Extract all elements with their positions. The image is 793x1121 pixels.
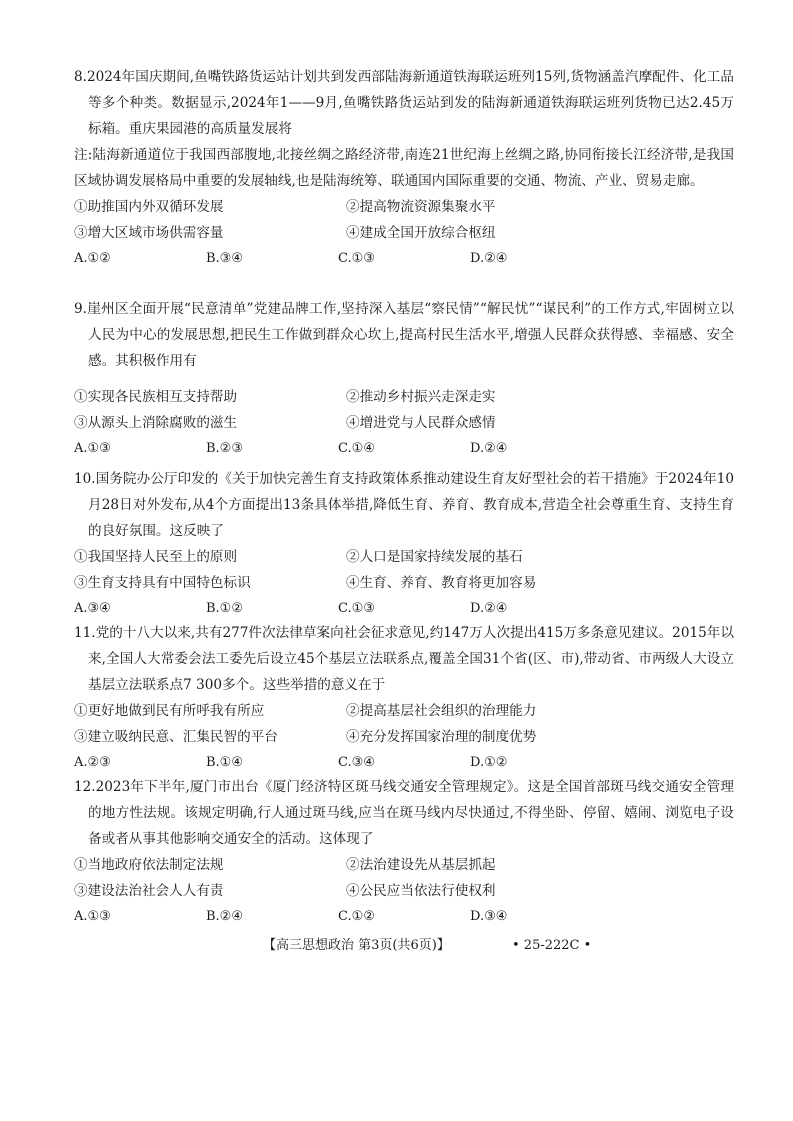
question-11-options [74,698,734,750]
question-8-answers [74,246,734,272]
question-9 [74,296,734,462]
question-11-stem: 11.党的十八大以来,共有277件次法律草案向社会征求意见,约147万人次提出415万多条意见建议。2015年以来,全国人大常委会法工委先后设立45个基层立法联系点,覆盖全国31个省(区、市),带动省、市两级人大设立基层立法联系点7 300多个。这些举措的意义在于 [74,625,734,693]
answer-a: A.②③ [74,755,111,770]
answer-d: D.②④ [470,251,508,266]
question-9-answers [74,436,734,462]
option-1: ①助推国内外双循环发展 [74,199,224,215]
answer-d: D.②④ [470,601,508,616]
answer-d: D.③④ [470,909,508,924]
option-2: ②提高物流资源集聚水平 [346,199,496,215]
answer-d: D.②④ [470,441,508,456]
answer-a: A.①③ [74,441,111,456]
answer-c: C.①② [338,909,375,924]
option-4: ④公民应当依法行使权利 [346,883,496,899]
option-1: ①我国坚持人民至上的原则 [74,549,238,565]
option-4: ④生育、养育、教育将更加容易 [346,575,537,591]
option-3: ③生育支持具有中国特色标识 [74,575,251,591]
option-4: ④建成全国开放综合枢纽 [346,225,496,241]
answer-c: C.③④ [338,755,375,770]
question-10 [74,466,734,622]
answer-d: D.①② [470,755,508,770]
footer-code: • 25-222C • [512,938,592,953]
option-2: ②提高基层社会组织的治理能力 [346,703,537,719]
question-9-options [74,384,734,436]
option-2: ②推动乡村振兴走深走实 [346,389,496,405]
footer-title: 【高三思想政治 第3页(共6页)】 [263,938,450,953]
question-12-options [74,852,734,904]
answer-b: B.②④ [206,909,243,924]
option-1: ①更好地做到民有所呼我有所应 [74,703,265,719]
question-8-options [74,194,734,246]
question-12-stem: 12.2023年下半年,厦门市出台《厦门经济特区斑马线交通安全管理规定》。这是全国首部斑马线交通安全管理的地方性法规。该规定明确,行人通过斑马线,应当在斑马线内尽快通过,不得坐卧、停留、嬉闹、浏览电子设备或者从事其他影响交通安全的活动。这体现了 [74,779,734,847]
option-2: ②法治建设先从基层抓起 [346,857,496,873]
question-11-answers [74,750,734,776]
question-12 [74,774,734,930]
option-3: ③增大区域市场供需容量 [74,225,224,241]
answer-c: C.①③ [338,251,375,266]
question-12-answers [74,904,734,930]
answer-a: A.①③ [74,909,111,924]
answer-a: A.③④ [74,601,111,616]
option-2: ②人口是国家持续发展的基石 [346,549,523,565]
question-11 [74,620,734,776]
answer-b: B.①② [206,601,243,616]
answer-a: A.①② [74,251,111,266]
question-8-note: 注:陆海新通道位于我国西部腹地,北接丝绸之路经济带,南连21世纪海上丝绸之路,协同衔接长江经济带,是我国区域协调发展格局中重要的发展轴线,也是陆海统筹、联通国内国际重要的交通、物流、产业、贸易走廊。 [74,147,734,189]
option-3: ③建设法治社会人人有责 [74,883,224,899]
option-4: ④充分发挥国家治理的制度优势 [346,729,537,745]
question-10-options [74,544,734,596]
option-3: ③从源头上消除腐败的滋生 [74,415,238,431]
option-1: ①当地政府依法制定法规 [74,857,224,873]
option-3: ③建立吸纳民意、汇集民智的平台 [74,729,278,745]
question-10-stem: 10.国务院办公厅印发的《关于加快完善生育支持政策体系推动建设生育友好型社会的若干措施》于2024年10月28日对外发布,从4个方面提出13条具体举措,降低生育、养育、教育成本,营造全社会尊重生育、支持生育的良好氛围。这反映了 [74,471,734,539]
option-1: ①实现各民族相互支持帮助 [74,389,238,405]
answer-c: C.①④ [338,441,375,456]
answer-b: B.③④ [206,251,243,266]
option-4: ④增进党与人民群众感情 [346,415,496,431]
answer-c: C.①③ [338,601,375,616]
question-9-stem: 9.崖州区全面开展“民意清单”党建品牌工作,坚持深入基层“察民情”“解民忧”“谋民利”的工作方式,牢固树立以人民为中心的发展思想,把民生工作做到群众心坎上,提高村民生活水平,增强人民群众获得感、幸福感、安全感。其积极作用有 [74,301,734,369]
question-8 [74,64,734,272]
question-10-answers [74,596,734,622]
answer-b: B.②③ [206,441,243,456]
answer-b: B.①④ [206,755,243,770]
question-8-stem: 8.2024年国庆期间,鱼嘴铁路货运站计划共到发西部陆海新通道铁海联运班列15列,货物涵盖汽摩配件、化工品等多个种类。数据显示,2024年1——9月,鱼嘴铁路货运站到发的陆海新通道铁海联运班列货物已达2.45万标箱。重庆果园港的高质量发展将 [74,69,734,137]
